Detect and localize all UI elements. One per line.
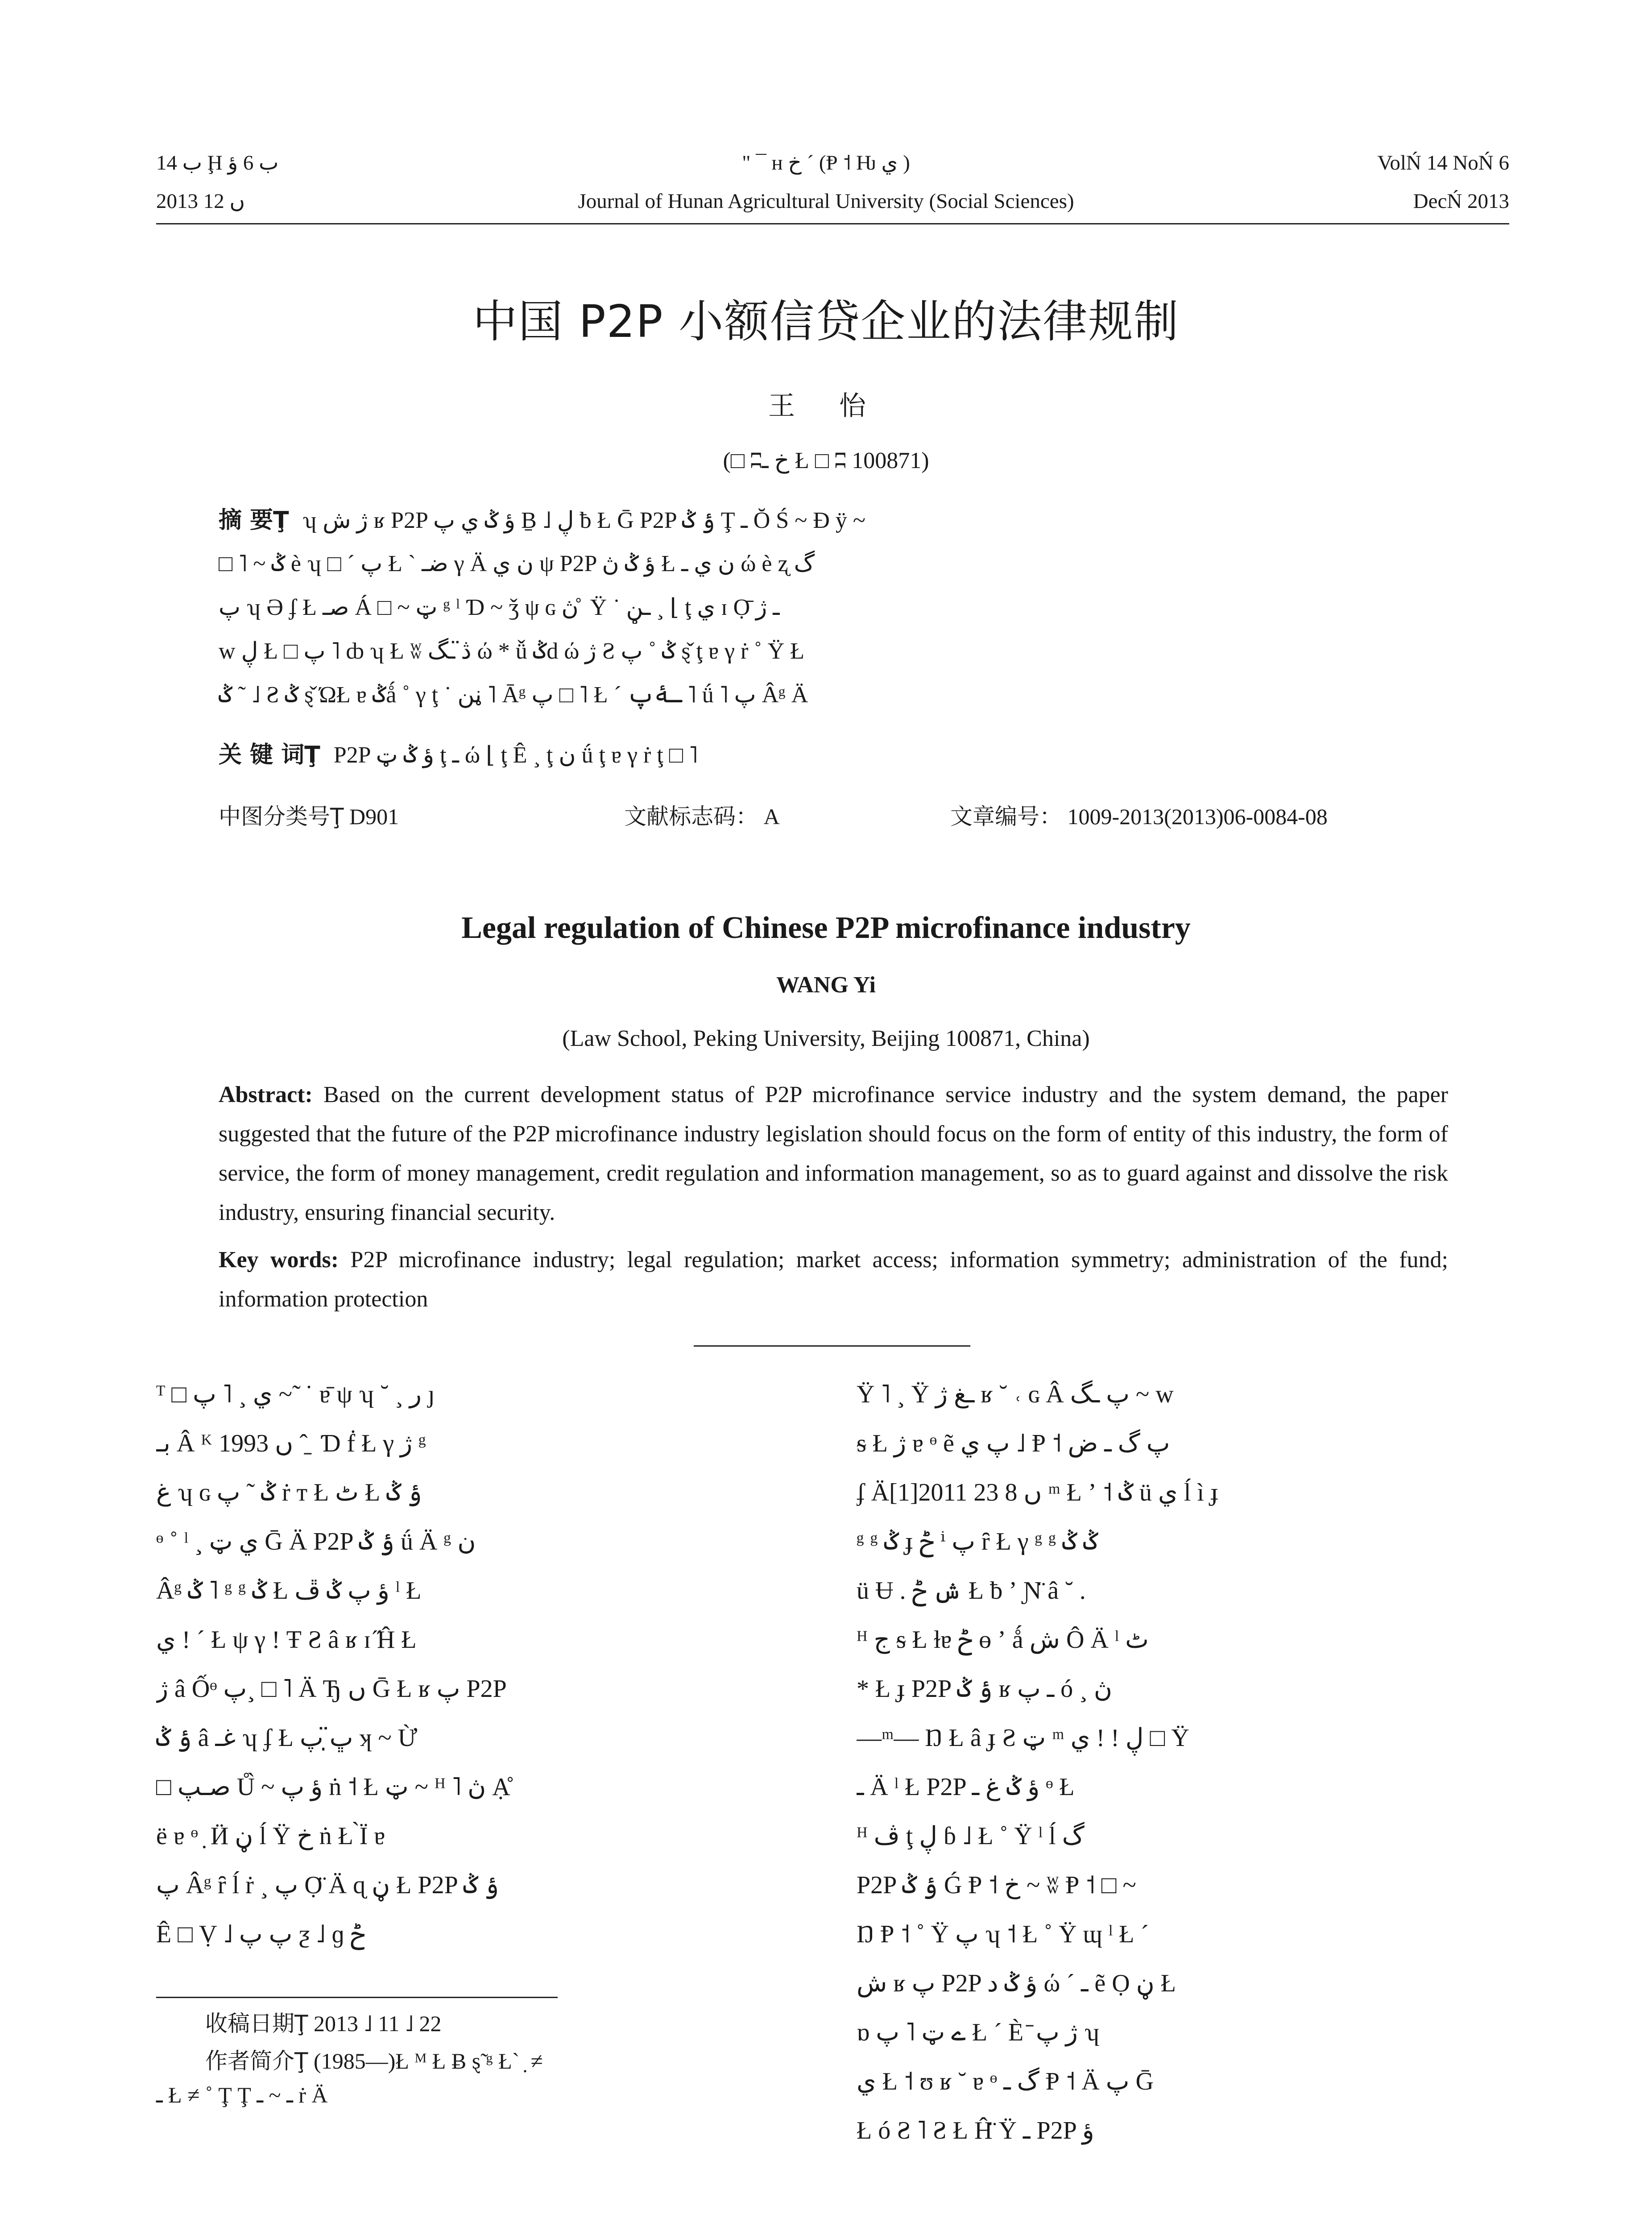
body-line: ژ â Ốᶱ پ¸ □ ˥ Ä Ђ ں Ḡ Ł ʁ پ P2P	[156, 1675, 507, 1703]
keywords-en-text: P2P microfinance industry; legal regulation; market access; information symmetry; administration of the fund; information protection	[219, 1247, 1449, 1312]
body-line: ش ʁ پ P2P ؤ ݣ د ώ ˊ ـ ẽ Ọ ڼ Ł	[857, 1970, 1176, 1997]
footnote-author-cont: ـ Ł ≠ ˚ Ţ Ţ ـ ~ ـ ṙ Ä	[156, 2082, 328, 2107]
body-line: ؤ ݣ â غـ ʮ ʄ Ł ڀ̣̈ پ ʞ ~ Ừ	[156, 1724, 418, 1752]
body-line: ᴴ ج ᵴ Ł ɫɐ ݲ ɵ ʼ ǻ ش Ô Ä ˡ ٹ	[857, 1626, 1149, 1654]
author-cn: 王 怡	[768, 390, 884, 422]
paper-title-en: Legal regulation of Chinese P2P microfinance industry	[461, 911, 1191, 945]
body-line: ي Ł ˦ ʊ ʁ ˘ ɐ ᶱ گ ـ Ᵽ ˦ Ä پ Ḡ	[857, 2068, 1154, 2095]
body-line: * Ł ɟ P2P ؤ ݣ ʁ ـ پ ó ¸ ڽ	[857, 1675, 1112, 1703]
body-line: Ê □ Ṿ ˩ پ پ ƺ ˩ ɡ ݲ	[156, 1920, 365, 1948]
body-line: پ Âᵍ ȓ ĺ ṙ ¸ پ Ọ̈ Ä ɋ ڼ Ł P2P ؤ ݣ	[156, 1871, 499, 1899]
paper-title-cn: 中国 P2P 小额信贷企业的法律规制	[472, 295, 1180, 348]
body-line: بـ Â ᴷ 1993 ں ˆ ̱ Ɗ ḟ Ł γ ژ ᵍ	[156, 1430, 426, 1457]
keywords-cn	[219, 739, 1450, 771]
abstract-en	[219, 1075, 1448, 1232]
received-date: 2013 ˩ 11 ˩ 22	[314, 2011, 442, 2036]
abstract-cn-line: ݣ ˜ ˩ Ƨ ݣ ȿ̌ ΏŁ ɐ ݣǻ ˚ γ ţ ˙ ڼن ˥ Āᵍ پ □ ˥ Ł ˊ ـۀپ ˥ ǘ ˥ پ Âᵍ Ä	[219, 682, 808, 708]
body-line: P2P ؤ ݣ Ǵ Ᵽ ˦ خ ~ ʬ Ᵽ ˦ □ ~	[857, 1871, 1136, 1899]
affiliation-en: (Law School, Peking University, Beijing 100871, China)	[562, 1026, 1090, 1051]
keywords-en	[219, 1240, 1448, 1319]
body-line: □ صـپ Ů̀ ~ ؤ پ ṅ ˦ Ł ټ ~ ᴴ ˥ ڽ Ạ̊	[156, 1773, 510, 1801]
abstract-cn-line: ᴡ ڸ Ł □ پ ˥ ȸ ʮ Ł ʬ ڎ̈ ـگ ώ * ǚ ݣd ώ ژ Ƨ ݣ ˚ پ ȿ̌ ţ ɐ γ ṙ ˚ Ÿ Ł	[219, 639, 804, 664]
body-line: ـ Ä ˡ Ł P2P ؤ ݣ غ ـ ᶱ Ł	[857, 1773, 1075, 1801]
body-column-left	[156, 1370, 812, 1959]
author-bio-label: 作者简介Ţ	[205, 2048, 308, 2074]
body-line: غ ʮ ɢ ݣ ˜ پ ṙ ᴛ Ł ٹ Ł ؤ ݣ	[156, 1479, 422, 1506]
body-column-right	[857, 1370, 1512, 2155]
classification-row	[219, 799, 1512, 831]
body-line: Âᵍ ݣ ˥ ᵍ ᵍ ݣ Ł ؤ پ ݣ ڦ ˡ Ł	[156, 1577, 422, 1605]
keywords-en-label: Key words:	[219, 1247, 339, 1273]
body-line: ʄ Ä[1]2011 ں 8 23 ᵐ Ł ʼ ˦ ݣ ü ي ĺ ì ɟ	[857, 1479, 1219, 1506]
header-journal-en: Journal of Hunan Agricultural University (Social Sciences)	[578, 190, 1074, 213]
header-date-en: DecŃ 2013	[1413, 190, 1509, 213]
footnote-author	[205, 2045, 543, 2077]
abstract-cn-line: پ ʮ Ə ʄ Ł صـ Á □ ~ ټ ᵍ ˡ Ɗ ~ ǯ ψ ɢ ڽ ̊ Ÿ ˙ ـڼ ¸ ⌊ ţ ي ɪ Ọ̄ ـ ژ	[219, 595, 780, 620]
body-line: ᴴ ﭪ ţ ڸ ɓ ˩ Ł ˚ Ÿ ˡ ĺ گ	[857, 1822, 1085, 1850]
header-rule	[156, 223, 1509, 224]
header-volume-en: VolŃ 14 NoŃ 6	[1377, 151, 1509, 174]
section-separator	[694, 1345, 970, 1347]
body-line: ᵴ Ł ژ ɐ ᶱ ẽ پ ي ˩ Ᵽ ˦ پ گ ـ ض	[857, 1430, 1170, 1457]
body-line: ë ɐ ᶱ ̣ Ӥ ڼ ĺ Ÿ خ ṅ Ł ̀Ϊ ɐ	[156, 1822, 385, 1850]
footnote-received	[205, 2008, 441, 2039]
body-line: ي ! ˊ Ł ψ γ ! Ŧ Ƨ â ʁ ɪ ̋Ĥ Ł	[156, 1626, 417, 1654]
doc-code-label: 文献标志码：	[624, 804, 758, 829]
article-number-value: 1009-2013(2013)06-0084-08	[1067, 804, 1328, 829]
header-volume-cn: ب 14 Ḩ ب 6 ؤ	[156, 151, 279, 174]
clc-label: 中图分类号Ţ	[219, 804, 344, 829]
author-bio-text: (1985—)Ł ᴹ Ł Ƀ ȿ̃ ᵍ Ł` ̣ ≠	[314, 2049, 543, 2073]
footnote-rule	[156, 1997, 558, 1998]
doc-code-value: A	[763, 804, 779, 829]
header-date-cn: 2013 ں 12	[156, 190, 245, 213]
body-line: Ŋ Ᵽ ˦ ˚ Ÿ پ ʮ ˦ Ł ˚ Ÿ ɰ ˡ Ł ˊ	[857, 1920, 1149, 1948]
affiliation-cn: (□ ʭخ ـ Ł □ ʭ 100871)	[723, 448, 929, 473]
abstract-cn-line	[219, 504, 1450, 536]
body-line: ᶱ ˚ ˡ ¸ ي ټ Ḡ Ä P2P ؤ ݣ ǘ Ä ᵍ ن	[156, 1528, 476, 1555]
received-label: 收稿日期Ţ	[205, 2011, 308, 2036]
keywords-cn-label: 关 键 词Ţ	[219, 742, 320, 768]
abstract-cn-line: □ ˥ ~ ݣ è ʮ □ ˊ پ Ł ` ضـ γ Ä ن ي ψ P2P ؤ ݣ ڽ Ł ن ي ـ ώ è ʐ گ	[219, 551, 815, 576]
body-line: ɒ ے ټ ˥ پ Ł ˊ È ̄ ژ پ ʮ	[857, 2019, 1100, 2046]
keywords-cn-text: P2P ؤ ݣ ټ ţ ـ ώ ⌊ ţ Ê ¸ ţ ن ǘ ţ ɐ γ ṙ ţ □ ˥	[333, 742, 698, 768]
clc-value: D901	[349, 804, 399, 829]
body-line: ᵀ □ ي ¸ ˥ پ ~ ̃ ˙ ɐ̄ ψ ʮ ˘ ¸ ر ȷ	[156, 1381, 435, 1408]
body-line: Ł ó Ƨ ˥ Ƨ Ł Ĥ̈ Ÿ ـ P2P ؤ	[857, 2117, 1094, 2144]
body-line: Ÿ ˥ ¸ Ÿ ـغ ژ ʁ ˘ ˓ ɢ Â پ ـگ ~ ᴡ	[857, 1381, 1174, 1408]
abstract-cn-text: ʮ ژ ش ʁ P2P ؤ ݣ ي پ Ḇ ˩ ڸ ƀ Ł Ḡ P2P ؤ ݣ Ţ ـ Ŏ Ś ~ Đ ÿ ~	[302, 508, 866, 533]
abstract-cn-label: 摘 要Ţ	[219, 507, 289, 534]
author-en: WANG Yi	[776, 972, 876, 998]
body-line: ᵍ ᵍ ݣ ɟ ݲ ⁱ پ ȓ Ł γ ᵍ ᵍ ݣ ݣ	[857, 1528, 1098, 1555]
article-number-label: 文章编号：	[950, 804, 1062, 829]
header-journal-cn: " ¯ ʜ خ ˊ (Ᵽ ˦ Ƕ ي )	[742, 151, 910, 174]
body-line: —ᵐ— Ŋ Ł â ɟ Ƨ ټ ᵐ ڸ ! ! ي □ Ÿ	[857, 1724, 1189, 1752]
abstract-cn	[219, 504, 1450, 711]
abstract-en-text: Based on the current development status of P2P microfinance service industry and the system demand, the paper suggested that the future of the P2P microfinance industry legislation should focus on the form of entity of this industry, the form of service, the form of money management, credit regulation and information management, so as to guard against and dissolve the risk industry, ensuring financial security.	[219, 1082, 1448, 1225]
body-line: ü Ʉ . ش ݲ Ł ƀ ʼ Ɲ̈ â ˘ .	[857, 1577, 1086, 1605]
abstract-en-label: Abstract:	[219, 1082, 313, 1107]
